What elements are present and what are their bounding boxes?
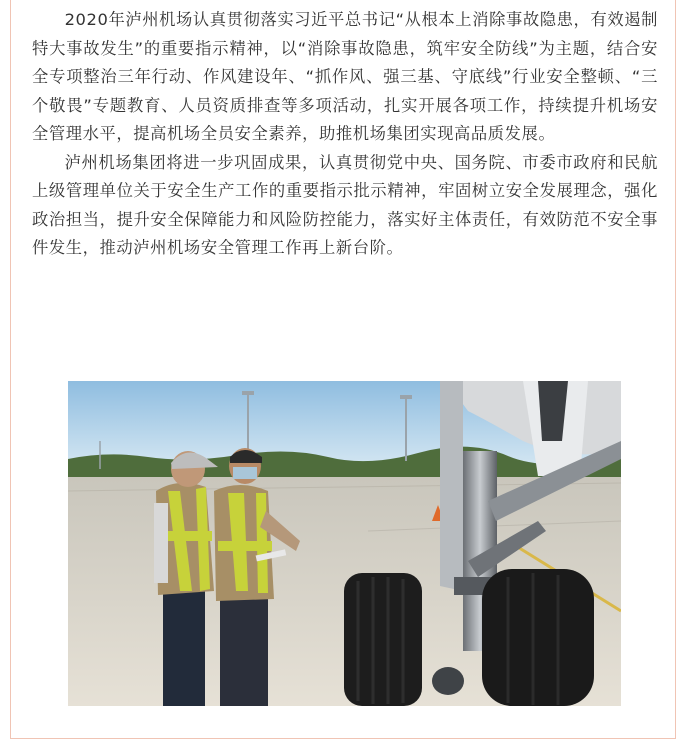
article-photo (68, 381, 621, 706)
article-paragraph-2: 泸州机场集团将进一步巩固成果，认真贯彻党中央、国务院、市委市政府和民航上级管理单位关于安全生产工作的重要指示批示精神，牢固树立安全发展理念，强化政治担当，提升安全保障能力和风险防控能力，落实好主体责任，有效防范不安全事件发生，推动泸州机场安全管理工作再上新台阶。 (32, 152, 658, 257)
tire-right (482, 569, 594, 706)
article-body (32, 6, 658, 263)
article-paragraph-1: 2020年泸州机场认真贯彻落实习近平总书记“从根本上消除事故隐患，有效遏制特大事故发生”的重要指示精神，以“消除事故隐患，筑牢安全防线”为主题，结合安全专项整治三年行动、作风建设年、“抓作风、强三基、守底线”行业安全整顿、“三个敬畏”专题教育、人员资质排查等多项活动，扎实开展各项工作，持续提升机场安全管理水平，提高机场全员安全素养，助推机场集团实现高品质发展。 (32, 10, 658, 143)
tire-left (344, 573, 422, 706)
